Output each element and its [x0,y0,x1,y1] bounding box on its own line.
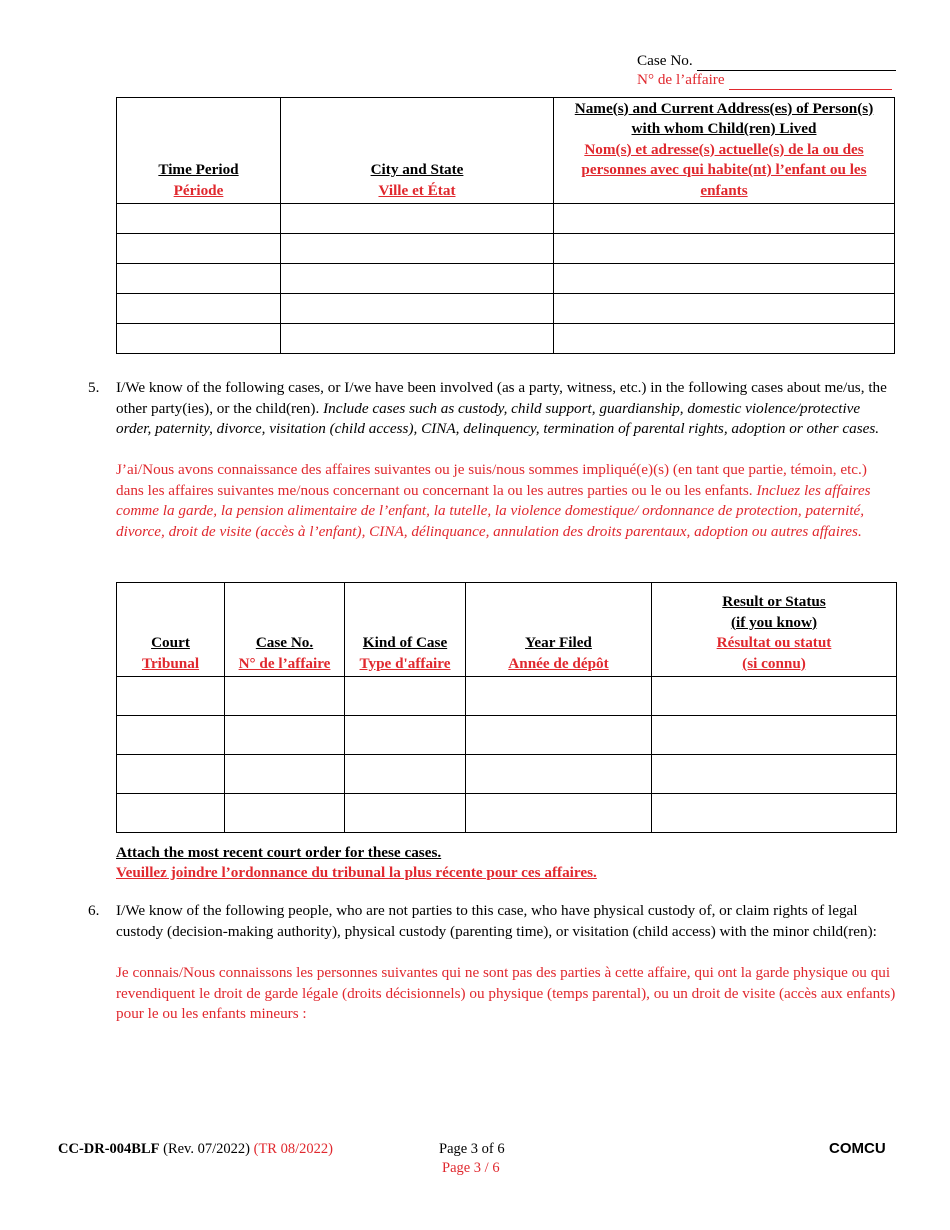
table-row [117,755,897,794]
table-cell[interactable] [117,294,281,324]
table-row [117,264,895,294]
table-cell[interactable] [117,204,281,234]
table-cell[interactable] [554,234,895,264]
case-no-row-fr [637,70,892,90]
table-cell[interactable] [466,716,652,755]
table-cell[interactable] [225,677,345,716]
table-cell[interactable] [554,324,895,354]
case-no-row [637,51,896,71]
header-court: Court Tribunal [117,583,225,677]
table-cell[interactable] [281,234,554,264]
table-row [117,794,897,833]
table-cell[interactable] [117,234,281,264]
table-cell[interactable] [117,794,225,833]
table-cell[interactable] [466,677,652,716]
header-result-status: Result or Status (if you know) Résultat ou statut (si connu) [652,583,897,677]
header-city-state: City and State Ville et État [281,98,554,204]
header-case-no: Case No. N° de l’affaire [225,583,345,677]
section-6-text: I/We know of the following people, who are not parties to this case, who have physical custody of, or claim rights of legal custody (decision-making authority), physical custody (parenting time), or visitation (child access) with the minor child(ren): [116,902,877,940]
table-row [117,716,897,755]
table-row [117,204,895,234]
section-5-fr: J’ai/Nous avons connaissance des affaires suivantes ou je suis/nous sommes impliqué(e)(s) (en tant que partie, témoin, etc.) dans les affaires suivantes me/nous concernant ou concernant la ou les autres parties ou le ou les enfants. [116,461,867,499]
section-5-fr-italic: Incluez les affaires comme la garde, la pension alimentaire de l’enfant, la tutelle, la violence domestique/ ordonnance de protection, paternité, divorce, droit de visite (accès à l’enfant), CINA, délinquance, annulation des droits parentaux, adoption ou autres affaires. [116,481,871,540]
attach-note: Attach the most recent court order for these cases. [116,844,442,861]
footer-form-id: CC-DR-004BLF (Rev. 07/2022) (TR 08/2022) [58,1141,333,1157]
table-cell[interactable] [225,716,345,755]
cases-table [116,582,897,833]
section-6-number: 6. [88,902,100,919]
table-cell[interactable] [117,264,281,294]
case-no-label-fr: N° de l’affaire [637,71,725,88]
header-year-filed: Year Filed Année de dépôt [466,583,652,677]
header-time-period: Time Period Période [117,98,281,204]
table-cell[interactable] [345,677,466,716]
section-5-text-fr [116,460,896,542]
table-row [117,324,895,354]
table-cell[interactable] [281,324,554,354]
footer-page: Page 3 of 6 Page 3 / 6 [439,1141,505,1176]
table-row [117,677,897,716]
table-cell[interactable] [554,264,895,294]
table-cell[interactable] [345,716,466,755]
attach-note-fr: Veuillez joindre l’ordonnance du tribunal la plus récente pour ces affaires. [116,864,597,881]
case-no-field-fr[interactable] [729,73,892,90]
table-cell[interactable] [117,755,225,794]
table-cell[interactable] [281,204,554,234]
table-cell[interactable] [225,755,345,794]
table-cell[interactable] [652,716,897,755]
header-persons-lived-with: Name(s) and Current Address(es) of Person(s) with whom Child(ren) Lived Nom(s) et adresse(s) actuelle(s) de la ou des personnes avec qui habite(nt) l’enfant ou les enfants [554,98,895,204]
table-cell[interactable] [554,294,895,324]
table-cell[interactable] [652,755,897,794]
residence-table [116,97,895,354]
section-5-text [116,378,896,440]
table-cell[interactable] [281,264,554,294]
table-cell[interactable] [225,794,345,833]
table-row [117,294,895,324]
section-5-number: 5. [88,379,100,396]
header-kind-of-case: Kind of Case Type d'affaire [345,583,466,677]
footer-code: COMCU [829,1140,886,1157]
table-cell[interactable] [554,204,895,234]
table-cell[interactable] [652,794,897,833]
section-6-text-fr: Je connais/Nous connaissons les personnes suivantes qui ne sont pas des parties à cette affaire, qui ont la garde physique ou qui revendiquent le droit de garde légale (droits décisionnels) ou physique (temps parental), ou un droit de visite (accès aux enfants) pour le ou les enfants mineurs : [116,964,896,1022]
table-cell[interactable] [117,677,225,716]
section-5-en: I/We know of the following cases, or I/we have been involved (as a party, witness, etc.) in the following cases about me/us, the other party(ies), or the child(ren). [116,379,887,417]
table-cell[interactable] [345,755,466,794]
table-cell[interactable] [281,294,554,324]
table-cell[interactable] [466,755,652,794]
table-cell[interactable] [466,794,652,833]
section-5-en-italic: Include cases such as custody, child support, guardianship, domestic violence/protective order, paternity, divorce, visitation (child access), CINA, delinquency, termination of parental rights, adoption or other cases. [116,399,880,437]
case-no-label: Case No. [637,52,693,69]
table-cell[interactable] [117,324,281,354]
table-cell[interactable] [652,677,897,716]
table-cell[interactable] [345,794,466,833]
table-cell[interactable] [117,716,225,755]
table-row [117,234,895,264]
case-no-field[interactable] [697,54,896,71]
